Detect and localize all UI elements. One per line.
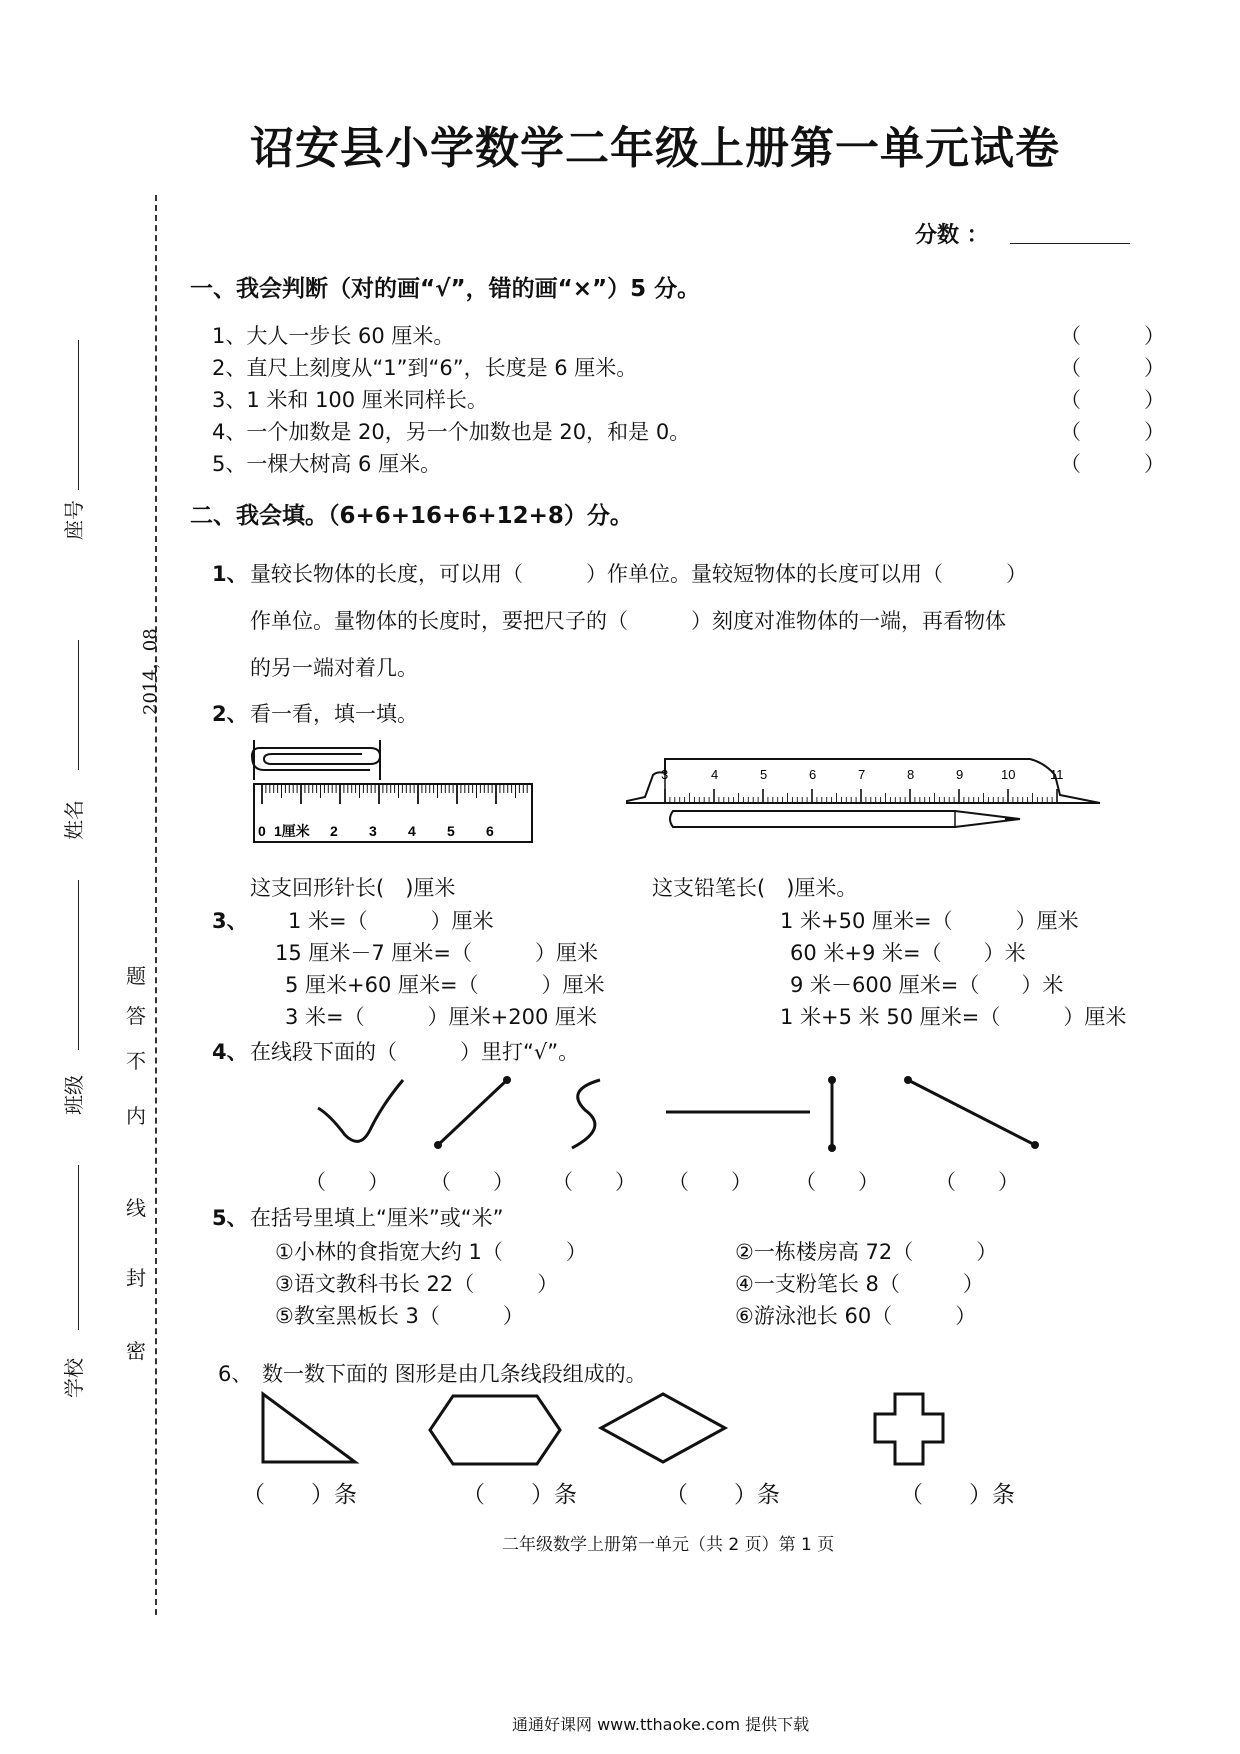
section2-heading: 二、我会填。（6+6+16+6+12+8）分。 — [190, 503, 633, 529]
seal-text-3: 线 — [126, 1196, 146, 1220]
q4-answer-1[interactable]: （ ） — [305, 1170, 389, 1194]
school-blank-line — [78, 1165, 79, 1330]
q1-line2: 作单位。量物体的长度时，要把尺子的（ ）刻度对准物体的一端，再看物体 — [250, 609, 1006, 633]
seal-text-2: 封 — [126, 1266, 146, 1290]
school-label: 学校 — [62, 1358, 86, 1398]
judge-answer-2[interactable]: （ ） — [1060, 356, 1165, 380]
ruler2-label-4: 4 — [711, 767, 719, 782]
class-label: 班级 — [62, 1075, 86, 1115]
q5-text: 在括号里填上“厘米”或“米” — [250, 1206, 504, 1230]
ruler2-label-5: 5 — [760, 767, 768, 782]
q4-text: 在线段下面的（ ）里打“√”。 — [250, 1040, 580, 1064]
page-footer: 二年级数学上册第一单元（共 2 页）第 1 页 — [502, 1535, 835, 1555]
q3-left-4[interactable]: 3 米=（ ）厘米+200 厘米 — [285, 1005, 597, 1029]
q3-number: 3、 — [212, 909, 248, 933]
ruler2-label-7: 7 — [858, 767, 866, 782]
q4-answer-3[interactable]: （ ） — [552, 1170, 636, 1194]
q3-right-2[interactable]: 60 米+9 米=（ ）米 — [790, 941, 1026, 965]
q6-answer-1[interactable]: （ ）条 — [242, 1482, 357, 1508]
ruler1-label-2: 2 — [330, 823, 338, 839]
q2-number: 2、 — [212, 702, 248, 726]
segment-shape-6 — [908, 1080, 1035, 1145]
ruler1-label-3: 3 — [369, 823, 377, 839]
pencil-answer[interactable]: 这支铅笔长( )厘米。 — [652, 876, 858, 900]
curve-shape-1 — [318, 1080, 403, 1141]
shapes-count-figure — [255, 1390, 995, 1470]
q4-answer-5[interactable]: （ ） — [795, 1170, 879, 1194]
ruler1-label-5: 5 — [447, 823, 455, 839]
q4-answer-2[interactable]: （ ） — [430, 1170, 514, 1194]
judge-item-1: 1、大人一步长 60 厘米。 — [212, 324, 455, 348]
q3-left-3[interactable]: 5 厘米+60 厘米=（ ）厘米 — [285, 973, 605, 997]
q6-answer-4[interactable]: （ ）条 — [900, 1482, 1015, 1508]
ruler1-label-6: 6 — [486, 823, 494, 839]
q6-number: 6、 — [218, 1362, 253, 1386]
judge-answer-5[interactable]: （ ） — [1060, 452, 1165, 476]
pencil-shape — [670, 811, 1020, 827]
name-blank-line — [78, 640, 79, 770]
q1-line1: 量较长物体的长度，可以用（ ）作单位。量较短物体的长度可以用（ ） — [250, 562, 1027, 586]
ruler2-label-8: 8 — [907, 767, 915, 782]
q3-right-1[interactable]: 1 米+50 厘米=（ ）厘米 — [780, 909, 1079, 933]
rhombus-shape — [601, 1394, 725, 1462]
line-shapes-figure — [300, 1070, 1060, 1170]
pencil-ruler-figure — [625, 755, 1105, 835]
seal-text-5: 不 — [126, 1049, 146, 1073]
q3-right-4[interactable]: 1 米+5 米 50 厘米=（ ）厘米 — [780, 1005, 1127, 1029]
ruler1-label-1: 1厘米 — [274, 823, 310, 839]
q5-item-4[interactable]: ④一支粉笔长 8（ ） — [735, 1272, 984, 1296]
q6-answer-3[interactable]: （ ）条 — [665, 1482, 780, 1508]
triangle-shape — [263, 1394, 355, 1462]
q6-text: 数一数下面的 图形是由几条线段组成的。 — [262, 1362, 647, 1386]
class-blank-line — [78, 880, 79, 1050]
q4-answer-4[interactable]: （ ） — [668, 1170, 752, 1194]
seat-label: 座号 — [62, 500, 86, 540]
q4-answer-6[interactable]: （ ） — [935, 1170, 1019, 1194]
seat-blank-line — [78, 340, 79, 490]
ruler2-label-3: 3 — [661, 767, 669, 782]
hexagon-shape — [430, 1396, 560, 1464]
s-curve-shape-3 — [572, 1080, 600, 1148]
section1-heading: 一、我会判断（对的画“√”，错的画“×”）5 分。 — [190, 276, 701, 302]
q5-item-2[interactable]: ②一栋楼房高 72（ ） — [735, 1240, 998, 1264]
q5-number: 5、 — [212, 1206, 248, 1230]
score-label: 分数 ： — [915, 223, 989, 248]
ruler2-label-10: 10 — [1001, 767, 1016, 782]
judge-item-4: 4、一个加数是 20，另一个加数也是 20，和是 0。 — [212, 420, 691, 444]
paperclip-ruler-figure — [250, 740, 540, 850]
ruler1-label-4: 4 — [408, 823, 416, 839]
judge-item-5: 5、一棵大树高 6 厘米。 — [212, 452, 442, 476]
seal-text-6: 答 — [126, 1004, 146, 1028]
q6-answer-2[interactable]: （ ）条 — [462, 1482, 577, 1508]
q5-item-3[interactable]: ③语文教科书长 22（ ） — [275, 1272, 559, 1296]
judge-item-3: 3、1 米和 100 厘米同样长。 — [212, 388, 488, 412]
seal-text-4: 内 — [126, 1104, 146, 1128]
q5-item-6[interactable]: ⑥游泳池长 60（ ） — [735, 1304, 977, 1328]
q5-item-1[interactable]: ①小林的食指宽大约 1（ ） — [275, 1240, 587, 1264]
ruler2-label-6: 6 — [809, 767, 817, 782]
q1-line3: 的另一端对着几。 — [250, 656, 418, 680]
q3-left-1[interactable]: 1 米=（ ）厘米 — [288, 909, 494, 933]
q1-number: 1、 — [212, 562, 248, 586]
segment-shape-2 — [438, 1080, 507, 1145]
binding-dashed-line — [155, 195, 157, 1615]
q2-text: 看一看，填一填。 — [250, 702, 418, 726]
name-label: 姓名 — [62, 800, 86, 840]
seal-text-7: 题 — [126, 964, 146, 988]
judge-answer-3[interactable]: （ ） — [1060, 388, 1165, 412]
page-title: 诏安县小学数学二年级上册第一单元试卷 — [250, 123, 1060, 174]
exam-date: 2014，08 — [140, 628, 161, 715]
q4-number: 4、 — [212, 1040, 248, 1064]
score-blank-line — [1010, 243, 1130, 244]
q3-right-3[interactable]: 9 米－600 厘米=（ ）米 — [790, 973, 1064, 997]
ruler2-label-11: 11 — [1050, 767, 1064, 782]
ruler1-label-0: 0 — [258, 823, 266, 839]
q3-left-2[interactable]: 15 厘米－7 厘米=（ ）厘米 — [275, 941, 599, 965]
judge-answer-1[interactable]: （ ） — [1060, 324, 1165, 348]
seal-text-1: 密 — [126, 1339, 146, 1363]
cross-shape — [875, 1394, 943, 1464]
q5-item-5[interactable]: ⑤教室黑板长 3（ ） — [275, 1304, 524, 1328]
paperclip-answer[interactable]: 这支回形针长( )厘米 — [250, 876, 456, 900]
site-footer: 通通好课网 www.tthaoke.com 提供下载 — [512, 1715, 810, 1734]
judge-answer-4[interactable]: （ ） — [1060, 420, 1165, 444]
judge-item-2: 2、直尺上刻度从“1”到“6”，长度是 6 厘米。 — [212, 356, 638, 380]
ruler2-label-9: 9 — [956, 767, 964, 782]
